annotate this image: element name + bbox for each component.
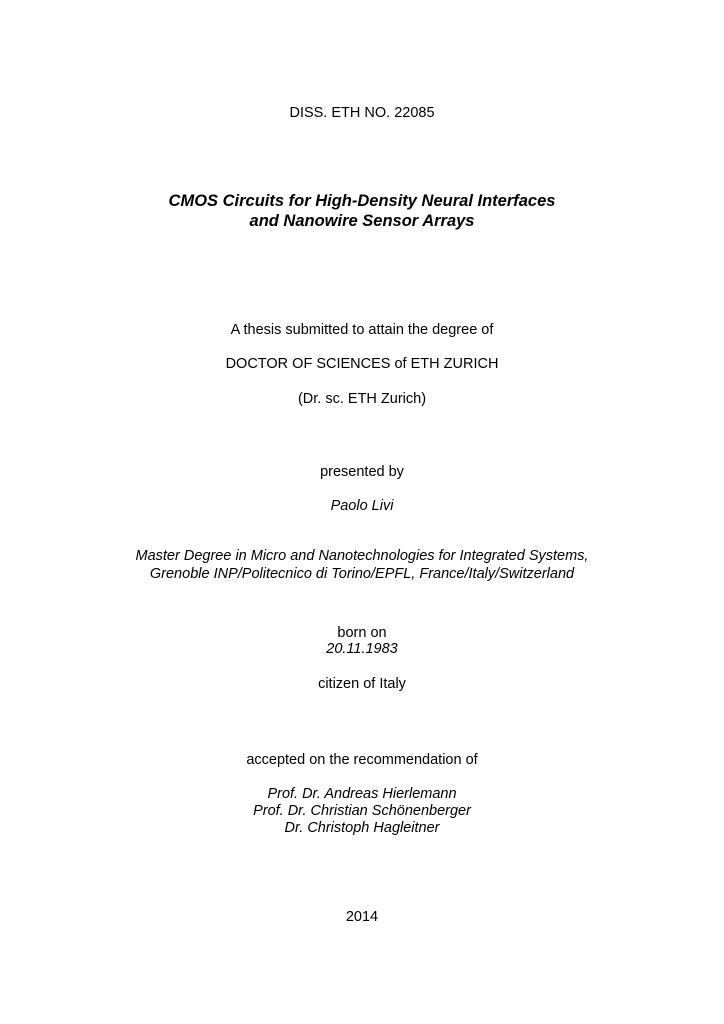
- committee-intro: accepted on the recommendation of: [246, 752, 478, 768]
- presented-by-label: presented by: [320, 464, 404, 480]
- thesis-title-line-1: CMOS Circuits for High-Density Neural Interfaces: [168, 192, 556, 210]
- dissertation-number: DISS. ETH NO. 22085: [289, 105, 435, 121]
- thesis-title-line-2: and Nanowire Sensor Arrays: [249, 212, 475, 230]
- year: 2014: [345, 909, 379, 925]
- birth-date: 20.11.1983: [326, 641, 398, 657]
- author-name: Paolo Livi: [330, 498, 394, 514]
- degree-name: DOCTOR OF SCIENCES of ETH ZURICH: [225, 356, 499, 372]
- author-degree-line-2: Grenoble INP/Politecnico di Torino/EPFL, France/Italy/Switzerland: [149, 566, 575, 582]
- author-degree-line-1: Master Degree in Micro and Nanotechnologies for Integrated Systems,: [135, 548, 589, 564]
- degree-abbreviation: (Dr. sc. ETH Zurich): [297, 391, 427, 407]
- degree-intro: A thesis submitted to attain the degree of: [230, 322, 494, 338]
- citizenship: citizen of Italy: [318, 676, 406, 692]
- born-on-label: born on: [337, 625, 387, 641]
- committee-member: Dr. Christoph Hagleitner: [284, 820, 440, 836]
- committee-member: Prof. Dr. Christian Schönenberger: [253, 803, 471, 819]
- committee-member: Prof. Dr. Andreas Hierlemann: [267, 786, 457, 802]
